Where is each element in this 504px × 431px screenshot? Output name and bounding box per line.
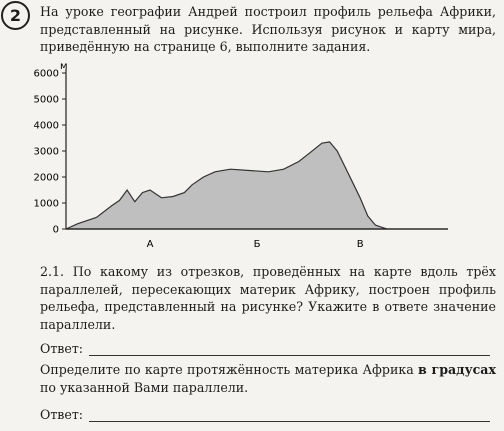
relief-profile-chart [0, 58, 504, 258]
task2-text-b: по указанной Вами параллели. [40, 379, 249, 395]
y-tick-label: 0 [52, 224, 59, 236]
task-intro-text: На уроке географии Андрей построил профиль рельефа Африки, представленный на рисунке. Используя рисунок и карту мира, приведённую на странице 6, выполните задания. [40, 4, 496, 54]
profile-mark-label: Б [253, 239, 261, 250]
task-number-badge: 2 [1, 1, 30, 30]
y-tick-label: 1000 [33, 198, 59, 210]
task2-text-a: Определите по карте протяжённость материка Африка [40, 362, 414, 377]
task-2-2-text [40, 361, 496, 396]
y-tick-label: 3000 [33, 146, 59, 158]
y-axis [34, 69, 66, 236]
task-2-1-text: 2.1. По какому из отрезков, проведённых на карте вдоль трёх параллелей, пересекающих материк Африку, построен профиль рельефа, представленный на рисунке? Укажите в ответе значение параллели. [40, 264, 496, 332]
y-tick-label: 4000 [33, 120, 59, 132]
y-tick-label: 5000 [33, 94, 59, 106]
answer-label-1: Ответ: [40, 341, 84, 356]
answer-field-1[interactable] [89, 341, 490, 356]
unit-label: м [60, 61, 68, 72]
relief-profile-svg [0, 58, 504, 258]
answer-row-1 [40, 336, 490, 356]
answer-field-2[interactable] [89, 407, 490, 422]
profile-area [66, 142, 448, 229]
y-tick-label: 2000 [33, 172, 59, 184]
profile-mark-label: А [146, 239, 154, 250]
answer-label-2: Ответ: [40, 407, 84, 422]
profile-marks [147, 239, 364, 250]
answer-row-2 [40, 402, 490, 422]
task2-text-bold: в градусах [418, 362, 496, 377]
y-tick-label: 6000 [33, 68, 59, 80]
profile-mark-label: В [356, 239, 364, 250]
